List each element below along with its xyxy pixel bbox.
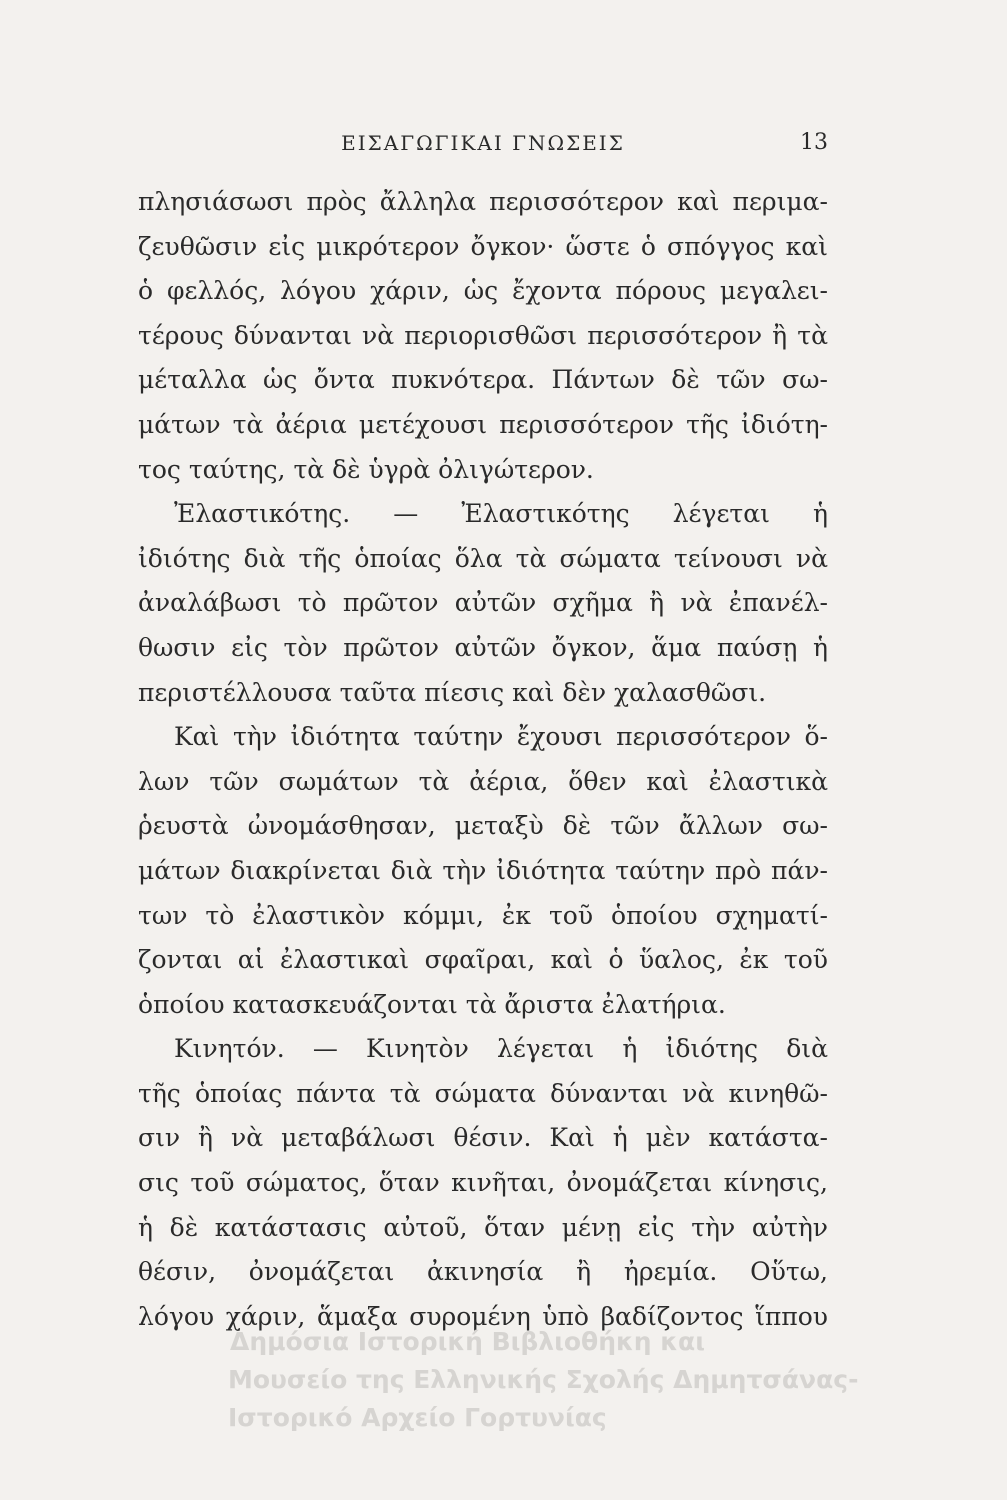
- text-line: ἡ δὲ κατάστασις αὐτοῦ, ὅταν μένῃ εἰς τὴν αὐτὴν: [138, 1212, 828, 1242]
- text-line: μάτων διακρίνεται διὰ τὴν ἰδιότητα ταύτην πρὸ πάν-: [138, 855, 828, 885]
- text-line: πλησιάσωσι πρὸς ἄλληλα περισσότερον καὶ περιμα-: [138, 187, 828, 216]
- running-header: [138, 126, 828, 160]
- body-text: [138, 180, 828, 1339]
- section-heading-line: Κινητόν. — Κινητὸν λέγεται ἡ ἰδιότης διὰ: [174, 1034, 828, 1064]
- section-heading-line: Ἐλαστικότης. — Ἐλαστικότης λέγεται ἡ: [174, 499, 828, 529]
- text-line: μάτων τὰ ἀέρια μετέχουσι περισσότερον τῆς ἰδιότη-: [138, 409, 828, 439]
- text-line: θέσιν, ὀνομάζεται ἀκινησία ἢ ἠρεμία. Οὕτω,: [138, 1257, 828, 1287]
- text-line: τέρους δύνανται νὰ περιορισθῶσι περισσότερον ἢ τὰ: [138, 320, 828, 350]
- text-line: περιστέλλουσα ταῦτα πίεσις καὶ δὲν χαλασθῶσι.: [138, 677, 767, 707]
- text-line: ὁποίου κατασκευάζονται τὰ ἄριστα ἐλατήρια.: [138, 989, 726, 1019]
- text-line: σις τοῦ σώματος, ὅταν κινῆται, ὀνομάζεται κίνησις,: [138, 1168, 828, 1198]
- watermark-line: Δημόσια Ιστορική Βιβλιοθήκη και: [230, 1327, 705, 1356]
- text-line: Καὶ τὴν ἰδιότητα ταύτην ἔχουσι περισσότερον ὅ-: [174, 722, 828, 752]
- text-line: σιν ἢ νὰ μεταβάλωσι θέσιν. Καὶ ἡ μὲν κατάστα-: [138, 1123, 828, 1153]
- text-line: ὁ φελλός, λόγου χάριν, ὡς ἔχοντα πόρους μεγαλει-: [138, 276, 828, 306]
- text-line: τῆς ὁποίας πάντα τὰ σώματα δύνανται νὰ κινηθῶ-: [138, 1078, 828, 1108]
- text-line: ῥευστὰ ὠνομάσθησαν, μεταξὺ δὲ τῶν ἄλλων σω-: [138, 811, 828, 841]
- text-line: λων τῶν σωμάτων τὰ ἀέρια, ὅθεν καὶ ἐλαστικὰ: [138, 766, 828, 796]
- running-title: ΕΙΣΑΓΩΓΙΚΑΙ ΓΝΩΣΕΙΣ: [341, 131, 625, 155]
- text-line: θωσιν εἰς τὸν πρῶτον αὐτῶν ὄγκον, ἅμα παύσῃ ἡ: [138, 632, 828, 662]
- text-line: ἀναλάβωσι τὸ πρῶτον αὐτῶν σχῆμα ἢ νὰ ἐπανέλ-: [138, 588, 828, 618]
- page-number: 13: [800, 130, 828, 155]
- text-line: ζευθῶσιν εἰς μικρότερον ὄγκον· ὥστε ὁ σπόγγος καὶ: [138, 231, 828, 261]
- watermark-line: Μουσείο της Ελληνικής Σχολής Δημητσάνας-: [228, 1365, 859, 1394]
- text-line: τος ταύτης, τὰ δὲ ὑγρὰ ὀλιγώτερον.: [138, 454, 594, 484]
- text-line: ἰδιότης διὰ τῆς ὁποίας ὅλα τὰ σώματα τείνουσι νὰ: [138, 543, 828, 573]
- text-line: των τὸ ἐλαστικὸν κόμμι, ἐκ τοῦ ὁποίου σχηματί-: [138, 900, 828, 930]
- library-watermark: [200, 1323, 980, 1437]
- text-line: ζονται αἱ ἐλαστικαὶ σφαῖραι, καὶ ὁ ὕαλος, ἐκ τοῦ: [138, 945, 828, 975]
- text-line: λόγου χάριν, ἅμαξα συρομένη ὑπὸ βαδίζοντος ἵππου: [138, 1301, 828, 1331]
- text-line: μέταλλα ὡς ὄντα πυκνότερα. Πάντων δὲ τῶν σω-: [138, 365, 828, 395]
- watermark-line: Ιστορικό Αρχείο Γορτυνίας: [228, 1403, 607, 1432]
